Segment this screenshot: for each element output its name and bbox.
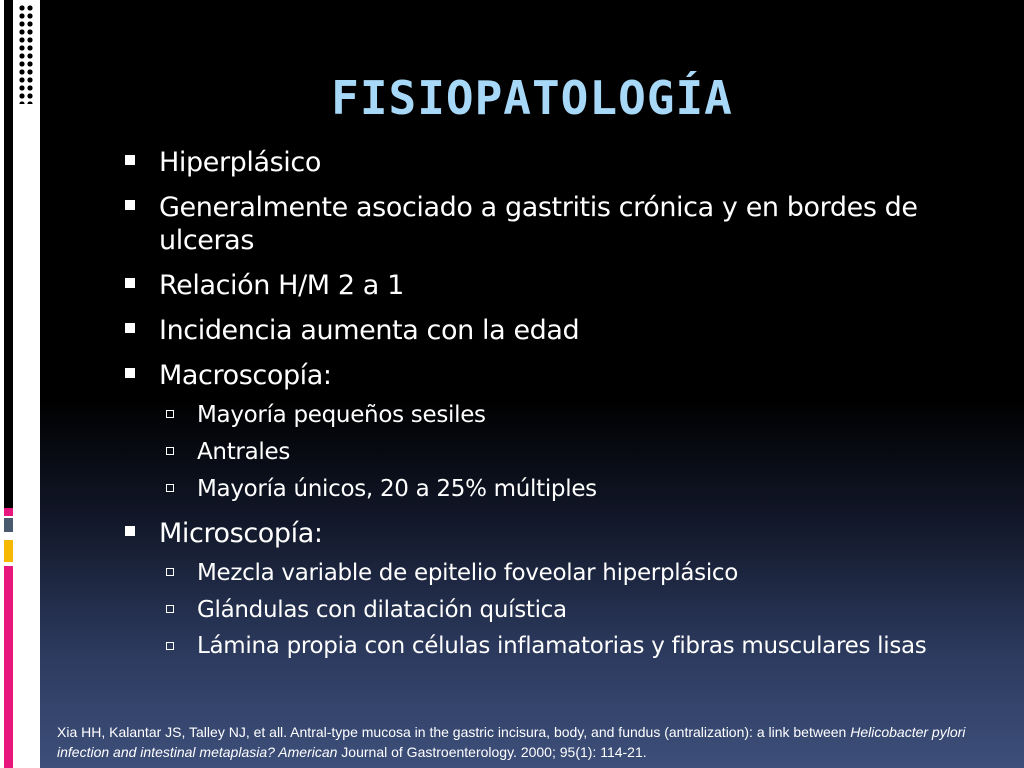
slide-side-strip xyxy=(0,0,40,768)
sub-bullet-item xyxy=(125,633,985,660)
bullet-text: Relación H/M 2 a 1 xyxy=(159,270,404,301)
bullet-item xyxy=(125,269,985,302)
square-bullet-icon xyxy=(125,323,135,333)
decor-bar-pink-long xyxy=(4,566,13,768)
bullet-item xyxy=(125,191,985,257)
bullet-text: Generalmente asociado a gastritis crónica y en bordes de ulceras xyxy=(159,192,918,256)
reference-text-italic: Helicobacter pylori infection and intestinal metaplasia? American xyxy=(57,724,966,760)
square-bullet-icon xyxy=(125,155,135,165)
sub-bullet-item xyxy=(125,596,985,624)
sub-bullet-text: Mezcla variable de epitelio foveolar hiperplásico xyxy=(197,560,739,586)
sub-bullet-text: Mayoría pequeños sesiles xyxy=(197,402,486,428)
square-bullet-icon xyxy=(125,278,135,288)
square-bullet-icon xyxy=(125,526,135,536)
reference-text-part1: Xia HH, Kalantar JS, Talley NJ, et all. Antral-type mucosa in the gastric incisura, body, and fundus (antralization): a link between xyxy=(57,724,851,740)
decor-bar-slate xyxy=(4,518,13,532)
sub-bullet-text: Antrales xyxy=(197,439,291,465)
bullet-text: Macroscopía: xyxy=(159,360,332,391)
sub-bullet-item xyxy=(125,401,985,429)
bullet-text: Incidencia aumenta con la edad xyxy=(159,315,580,346)
hollow-square-bullet-icon xyxy=(166,484,174,492)
decor-bar-top-black xyxy=(4,0,13,508)
hollow-square-bullet-icon xyxy=(166,568,174,576)
sub-bullet-item xyxy=(125,438,985,466)
sub-bullet-item xyxy=(125,475,985,503)
sub-bullet-item xyxy=(125,559,985,587)
square-bullet-icon xyxy=(125,368,135,378)
bullet-list xyxy=(125,146,985,669)
reference-text-part2: Journal of Gastroenterology. 2000; 95(1): 114-21. xyxy=(337,744,647,760)
decor-dots xyxy=(18,4,34,104)
reference-citation xyxy=(57,722,997,762)
decor-bar-pink xyxy=(4,508,13,516)
sub-bullet-text: Glándulas con dilatación quística xyxy=(197,597,567,623)
bullet-text: Hiperplásico xyxy=(159,147,321,178)
hollow-square-bullet-icon xyxy=(166,605,174,613)
slide-title: FISIOPATOLOGÍA xyxy=(331,71,733,125)
bullet-item xyxy=(125,314,985,347)
hollow-square-bullet-icon xyxy=(166,447,174,455)
hollow-square-bullet-icon xyxy=(166,410,174,418)
sub-bullet-text: Mayoría únicos, 20 a 25% múltiples xyxy=(197,476,597,502)
decor-bar-yellow xyxy=(4,540,13,562)
bullet-item xyxy=(125,517,985,550)
bullet-item xyxy=(125,146,985,179)
bullet-text: Microscopía: xyxy=(159,518,323,549)
bullet-item xyxy=(125,359,985,392)
hollow-square-bullet-icon xyxy=(166,642,174,650)
square-bullet-icon xyxy=(125,200,135,210)
sub-bullet-text: Lámina propia con células inflamatorias y fibras musculares lisas xyxy=(197,633,927,659)
